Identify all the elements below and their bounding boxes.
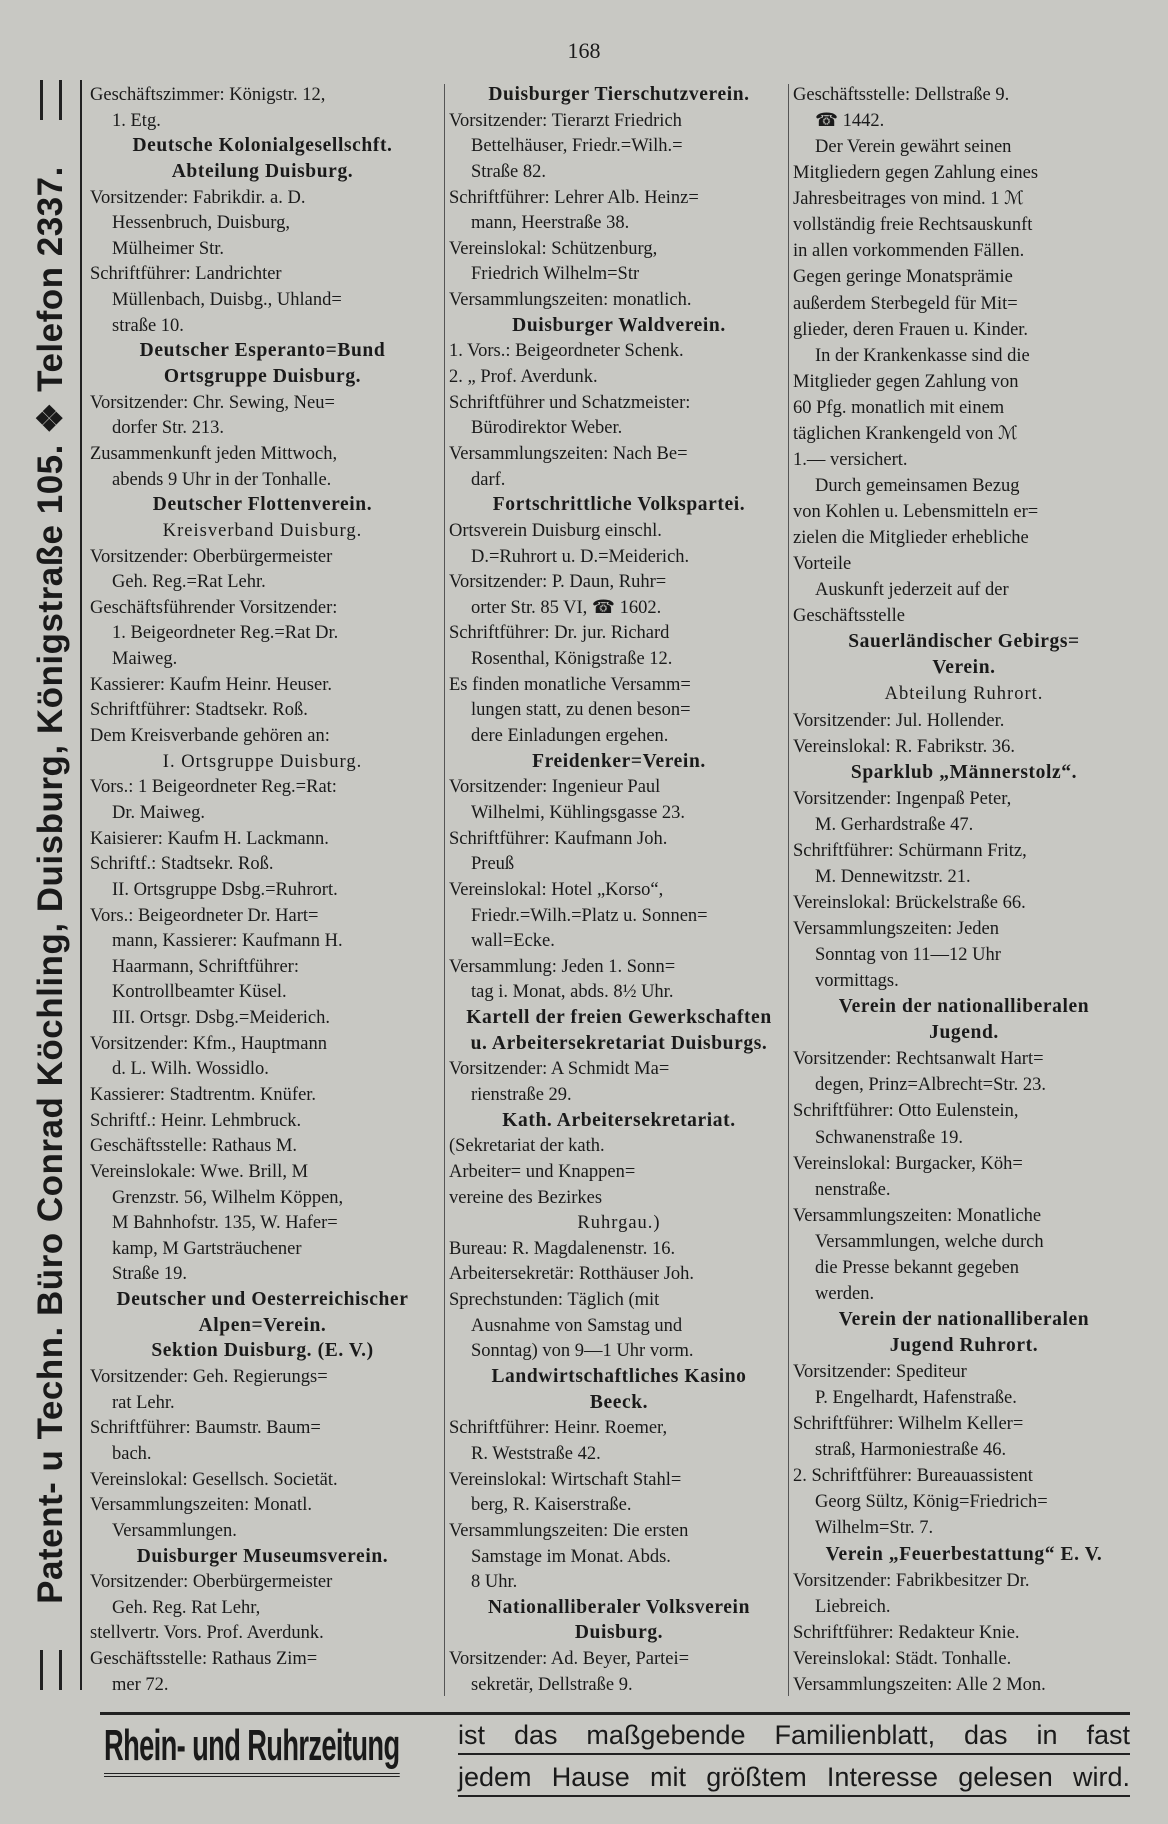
entry-line: Vors.: Beigeordneter Dr. Hart= <box>90 905 319 926</box>
entry-line: kamp, M Gartsträuchener <box>112 1238 302 1259</box>
entry-line: Vorsitzender: Oberbürgermeister <box>90 1572 333 1593</box>
entry-heading: Fortschrittliche Volkspartei. <box>492 494 746 516</box>
entry-line: Versammlungszeiten: monatlich. <box>449 290 692 311</box>
entry-line: Zusammenkunft jeden Mittwoch, <box>90 443 338 464</box>
entry-heading: Verein. <box>932 657 996 679</box>
entry-line: Vereinslokal: Städt. Tonhalle. <box>793 1648 1012 1669</box>
entry-heading: Sektion Duisburg. (E. V.) <box>151 1340 374 1362</box>
entry-line: rat Lehr. <box>112 1392 175 1413</box>
entry-line: (Sekretariat der kath. <box>449 1136 605 1157</box>
entry-line: Schriftführer: Landrichter <box>90 264 282 285</box>
entry-line: straße 10. <box>112 315 184 336</box>
entry-line: ☎ 1442. <box>815 111 885 132</box>
entry-heading: Deutsche Kolonialgesellschft. <box>132 135 393 157</box>
entry-heading: Deutscher Flottenverein. <box>152 494 373 516</box>
entry-line: Kassierer: Kaufm Heinr. Heuser. <box>90 674 332 695</box>
entry-line: Mitgliedern gegen Zahlung eines <box>793 163 1039 184</box>
entry-line: Liebreich. <box>815 1596 891 1617</box>
entry-heading: Ortsgruppe Duisburg. <box>163 366 362 388</box>
entry-line: Vorsitzender: Rechtsanwalt Hart= <box>793 1049 1044 1070</box>
entry-line: Vereinslokal: Gesellsch. Societät. <box>90 1469 338 1490</box>
entry-line: Schriftführer: Schürmann Fritz, <box>793 840 1027 861</box>
entry-heading: Freidenker=Verein. <box>532 750 706 772</box>
entry-line: Schriftführer: Baumstr. Baum= <box>90 1418 321 1439</box>
entry-line: Vorsitzender: Kfm., Hauptmann <box>90 1033 328 1054</box>
entry-line: Bürodirektor Weber. <box>471 418 623 439</box>
entry-line: Geschäftsstelle <box>793 606 905 627</box>
entry-line: Vereinslokal: Brückelstraße 66. <box>793 892 1026 913</box>
entry-line: Abteilung Ruhrort. <box>884 684 1044 705</box>
entry-line: Ausnahme von Samstag und <box>471 1315 683 1336</box>
entry-line: 1. Vors.: Beigeordneter Schenk. <box>449 341 684 362</box>
entry-line: III. Ortsgr. Dsbg.=Meiderich. <box>112 1008 330 1029</box>
advert-line: ist das maßgebende Familienblatt, das in fast <box>458 1717 1130 1755</box>
text-column-2 <box>444 84 789 1696</box>
entry-line: Schriftführer: Dr. jur. Richard <box>449 623 670 644</box>
entry-line: degen, Prinz=Albrecht=Str. 23. <box>815 1075 1047 1096</box>
entry-line: stellvertr. Vors. Prof. Averdunk. <box>90 1623 324 1644</box>
entry-line: Versammlungszeiten: Die ersten <box>449 1520 689 1541</box>
entry-heading: Duisburg. <box>574 1622 664 1644</box>
entry-line: Versammlungszeiten: Alle 2 Mon. <box>793 1674 1046 1695</box>
entry-line: Vorsitzender: Jul. Hollender. <box>793 710 1005 731</box>
entry-line: tag i. Monat, abds. 8½ Uhr. <box>471 982 674 1003</box>
entry-line: Straße 82. <box>471 161 547 182</box>
entry-line: Versammlungen. <box>112 1520 237 1541</box>
entry-line: Versammlungen, welche durch <box>815 1231 1044 1252</box>
entry-line: die Presse bekannt gegeben <box>815 1257 1019 1278</box>
entry-heading: Alpen=Verein. <box>198 1314 327 1336</box>
entry-line: Der Verein gewährt seinen <box>815 137 1012 158</box>
entry-line: Schriftführer: Stadtsekr. Roß. <box>90 700 308 721</box>
entry-line: Vorsitzender: Ad. Beyer, Partei= <box>449 1649 690 1670</box>
entry-line: Vereinslokal: Burgacker, Köh= <box>793 1153 1023 1174</box>
entry-line: Sonntag) von 9—1 Uhr vorm. <box>471 1341 694 1362</box>
entry-line: Maiweg. <box>112 649 178 670</box>
entry-line: Geschäftsstelle: Rathaus M. <box>90 1136 298 1157</box>
bottom-advertisement <box>100 1712 1130 1805</box>
text-column-3 <box>788 84 1135 1696</box>
entry-line: Ortsverein Duisburg einschl. <box>449 520 662 541</box>
entry-line: mann, Heerstraße 38. <box>471 213 630 234</box>
entry-line: Geschäftszimmer: Königstr. 12, <box>90 85 326 105</box>
entry-line: außerdem Sterbegeld für Mit= <box>793 293 1018 314</box>
entry-heading: Duisburger Tierschutzverein. <box>488 84 750 105</box>
entry-line: Vorsitzender: Fabrikbesitzer Dr. <box>793 1570 1030 1591</box>
entry-line: Schriftführer: Heinr. Roemer, <box>449 1418 668 1439</box>
entry-line: dere Einladungen ergehen. <box>471 726 669 747</box>
entry-heading: Jugend Ruhrort. <box>889 1335 1039 1356</box>
entry-line: Haarmann, Schriftführer: <box>112 956 299 977</box>
entry-line: 2. Schriftführer: Bureauassistent <box>793 1466 1033 1487</box>
entry-line: R. Weststraße 42. <box>471 1443 601 1464</box>
entry-line: straß, Harmoniestraße 46. <box>815 1440 1007 1461</box>
entry-line: Vereinslokal: Wirtschaft Stahl= <box>449 1469 682 1490</box>
entry-line: Versammlungszeiten: Nach Be= <box>449 443 688 464</box>
entry-line: Vorsitzender: Ingenpaß Peter, <box>793 788 1012 809</box>
entry-line: werden. <box>815 1283 875 1304</box>
entry-line: Versammlungszeiten: Jeden <box>793 919 1000 939</box>
entry-line: Dr. Maiweg. <box>112 802 205 823</box>
entry-heading: Verein der nationalliberalen <box>838 996 1090 1018</box>
entry-line: Schriftf.: Stadtsekr. Roß. <box>90 854 274 875</box>
entry-line: wall=Ecke. <box>471 931 555 952</box>
entry-line: Vorsitzender: Geh. Regierungs= <box>90 1367 328 1388</box>
page-number: 168 <box>567 38 601 63</box>
entry-line: Geh. Reg. Rat Lehr, <box>112 1597 261 1618</box>
advert-line: jedem Hause mit größtem Interesse gelesen wird. <box>458 1759 1130 1797</box>
entry-line: Vorsitzender: Spediteur <box>793 1362 967 1383</box>
entry-line: Georg Sültz, König=Friedrich= <box>815 1492 1048 1513</box>
entry-line: Wilhelmi, Kühlingsgasse 23. <box>471 802 686 823</box>
entry-heading: Nationalliberaler Volksverein <box>487 1596 751 1618</box>
entry-line: Kaisierer: Kaufm H. Lackmann. <box>90 828 329 849</box>
entry-heading: Jugend. <box>929 1022 999 1044</box>
entry-line: Hessenbruch, Duisburg, <box>112 213 290 234</box>
entry-line: Versammlung: Jeden 1. Sonn= <box>449 956 676 977</box>
entry-line: Bettelhäuser, Friedr.=Wilh.= <box>471 136 683 157</box>
entry-heading: Sparklub „Männerstolz“. <box>850 761 1078 783</box>
entry-line: Friedr.=Wilh.=Platz u. Sonnen= <box>471 905 708 926</box>
entry-line: Rosenthal, Königstraße 12. <box>471 649 673 670</box>
entry-line: d. L. Wilh. Wossidlo. <box>112 1059 269 1080</box>
entry-line: lungen statt, zu denen beson= <box>471 700 691 721</box>
entry-heading: Deutscher Esperanto=Bund <box>139 340 386 362</box>
entry-line: M. Gerhardstraße 47. <box>815 814 974 835</box>
entry-line: Ruhrgau.) <box>577 1213 661 1234</box>
entry-line: Vereinslokal: R. Fabrikstr. 36. <box>793 736 1015 757</box>
entry-line: Vorsitzender: Fabrikdir. a. D. <box>90 187 306 208</box>
text-column-1 <box>90 84 435 1696</box>
entry-line: vormittags. <box>815 971 899 992</box>
entry-line: Vors.: 1 Beigeordneter Reg.=Rat: <box>90 777 337 798</box>
entry-line: 60 Pfg. monatlich mit einem <box>793 397 1005 418</box>
entry-line: 1. Etg. <box>112 110 161 131</box>
entry-line: Kontrollbeamter Küsel. <box>112 982 287 1003</box>
entry-line: täglichen Krankengeld von ℳ <box>793 423 1018 444</box>
entry-heading: Sauerländischer Gebirgs= <box>848 631 1080 653</box>
entry-heading: Duisburger Waldverein. <box>512 314 726 336</box>
entry-line: mann, Kassierer: Kaufmann H. <box>112 931 343 952</box>
entry-heading: u. Arbeitersekretariat Duisburgs. <box>470 1032 768 1054</box>
entry-line: Sprechstunden: Täglich (mit <box>449 1290 660 1311</box>
entry-line: Vorteile <box>793 554 852 575</box>
entry-line: I. Ortsgruppe Duisburg. <box>162 751 363 772</box>
entry-line: 8 Uhr. <box>471 1572 518 1593</box>
entry-line: Wilhelm=Str. 7. <box>815 1518 934 1539</box>
entry-line: Schriftführer: Lehrer Alb. Heinz= <box>449 187 699 208</box>
entry-line: Preuß <box>471 854 515 875</box>
entry-line: 1. Beigeordneter Reg.=Rat Dr. <box>112 623 339 644</box>
entry-line: Vereinslokal: Schützenburg, <box>449 238 658 259</box>
entry-line: Durch gemeinsamen Bezug <box>815 475 1020 496</box>
entry-heading: Verein der nationalliberalen <box>838 1308 1090 1330</box>
entry-heading: Kartell der freien Gewerkschaften <box>466 1007 772 1029</box>
entry-heading: Beeck. <box>589 1391 649 1413</box>
entry-line: Schriftführer: Wilhelm Keller= <box>793 1414 1024 1435</box>
entry-line: Vorsitzender: Ingenieur Paul <box>449 777 661 798</box>
entry-line: Samstage im Monat. Abds. <box>471 1546 671 1567</box>
entry-line: Kassierer: Stadtrentm. Knüfer. <box>90 1084 317 1105</box>
double-rule <box>40 1650 62 1690</box>
entry-line: glieder, deren Frauen u. Kinder. <box>793 319 1029 340</box>
entry-heading: Deutscher und Oesterreichischer <box>116 1289 409 1311</box>
entry-line: Schriftf.: Heinr. Lehmbruck. <box>90 1110 302 1131</box>
entry-line: Arbeiter= und Knappen= <box>449 1161 636 1182</box>
entry-line: abends 9 Uhr in der Tonhalle. <box>112 469 332 490</box>
entry-line: Müllenbach, Duisbg., Uhland= <box>112 290 342 311</box>
entry-line: Auskunft jederzeit auf der <box>815 580 1009 601</box>
entry-line: von Kohlen u. Lebensmitteln er= <box>793 502 1039 522</box>
entry-line: Bureau: R. Magdalenenstr. 16. <box>449 1238 676 1259</box>
entry-heading: Duisburger Museumsverein. <box>136 1545 389 1567</box>
entry-line: Schriftführer: Otto Eulenstein, <box>793 1101 1019 1122</box>
advert-title: Rhein- und Ruhrzeitung <box>104 1721 399 1777</box>
entry-line: D.=Ruhrort u. D.=Meiderich. <box>471 546 690 567</box>
entry-line: Vorsitzender: A Schmidt Ma= <box>449 1059 670 1080</box>
entry-line: Vorsitzender: Tierarzt Friedrich <box>449 110 682 131</box>
sidebar-advertisement <box>22 80 82 1690</box>
entry-line: vereine des Bezirkes <box>449 1187 603 1208</box>
entry-line: Geschäftsstelle: Dellstraße 9. <box>793 85 1010 105</box>
entry-line: Vorsitzender: Oberbürgermeister <box>90 546 333 567</box>
entry-line: Grenzstr. 56, Wilhelm Köppen, <box>112 1187 344 1208</box>
entry-line: M Bahnhofstr. 135, W. Hafer= <box>112 1213 338 1234</box>
entry-line: Sonntag von 11—12 Uhr <box>815 945 1001 966</box>
entry-line: Es finden monatliche Versamm= <box>449 674 691 695</box>
entry-line: 1.— versichert. <box>793 449 908 470</box>
entry-line: Schriftführer: Kaufmann Joh. <box>449 828 668 849</box>
entry-line: bach. <box>112 1443 152 1464</box>
entry-line: nenstraße. <box>815 1179 891 1200</box>
entry-heading: Landwirtschaftliches Kasino <box>491 1366 747 1388</box>
entry-line: 2. „ Prof. Averdunk. <box>449 367 598 388</box>
entry-heading: Kath. Arbeitersekretariat. <box>502 1109 736 1131</box>
entry-line: zielen die Mitglieder erhebliche <box>793 528 1029 549</box>
entry-line: Geschäftsstelle: Rathaus Zim= <box>90 1649 318 1670</box>
entry-line: Vorsitzender: Chr. Sewing, Neu= <box>90 392 335 413</box>
entry-line: Mitglieder gegen Zahlung von <box>793 371 1019 392</box>
entry-line: berg, R. Kaiserstraße. <box>471 1495 632 1516</box>
entry-line: P. Engelhardt, Hafenstraße. <box>815 1388 1017 1409</box>
entry-heading: Verein „Feuerbestattung“ E. V. <box>825 1543 1103 1565</box>
entry-line: Versammlungszeiten: Monatliche <box>793 1205 1042 1226</box>
entry-heading: Abteilung Duisburg. <box>171 160 354 182</box>
entry-line: Versammlungszeiten: Monatl. <box>90 1495 312 1516</box>
entry-line: dorfer Str. 213. <box>112 418 225 439</box>
entry-line: Geh. Reg.=Rat Lehr. <box>112 572 266 593</box>
entry-line: Arbeitersekretär: Rotthäuser Joh. <box>449 1264 695 1285</box>
entry-line: Schriftführer: Redakteur Knie. <box>793 1622 1020 1643</box>
entry-line: sekretär, Dellstraße 9. <box>471 1674 633 1695</box>
entry-line: M. Dennewitzstr. 21. <box>815 866 971 887</box>
entry-line: Schriftführer und Schatzmeister: <box>449 392 691 413</box>
entry-line: Dem Kreisverbande gehören an: <box>90 726 330 747</box>
entry-line: II. Ortsgruppe Dsbg.=Ruhrort. <box>112 879 338 900</box>
entry-line: mer 72. <box>112 1674 169 1695</box>
entry-line: vollständig freie Rechtsauskunft <box>793 215 1033 236</box>
entry-line: Vereinslokale: Wwe. Brill, M <box>90 1161 309 1182</box>
entry-line: Kreisverband Duisburg. <box>162 520 363 541</box>
entry-line: Jahresbeitrages von mind. 1 ℳ <box>793 189 1024 210</box>
entry-line: Vorsitzender: P. Daun, Ruhr= <box>449 572 667 593</box>
entry-line: Gegen geringe Monatsprämie <box>793 267 1013 288</box>
sidebar-advert-text: Patent- u Techn. Büro Conrad Köchling, Duisburg, Königstraße 105. ❖ Telefon 2337. <box>31 166 70 1604</box>
entry-line: Schwanenstraße 19. <box>815 1127 963 1148</box>
entry-line: in allen vorkommenden Fällen. <box>793 241 1025 262</box>
entry-line: Vereinslokal: Hotel „Korso“, <box>449 879 664 900</box>
entry-line: Straße 19. <box>112 1264 188 1285</box>
entry-line: darf. <box>471 469 506 490</box>
entry-line: rienstraße 29. <box>471 1084 572 1105</box>
entry-line: Geschäftsführender Vorsitzender: <box>90 597 338 618</box>
entry-line: Mülheimer Str. <box>112 238 225 259</box>
entry-line: orter Str. 85 VI, ☎ 1602. <box>471 597 662 618</box>
entry-line: In der Krankenkasse sind die <box>815 345 1030 366</box>
entry-line: Friedrich Wilhelm=Str <box>471 264 640 285</box>
